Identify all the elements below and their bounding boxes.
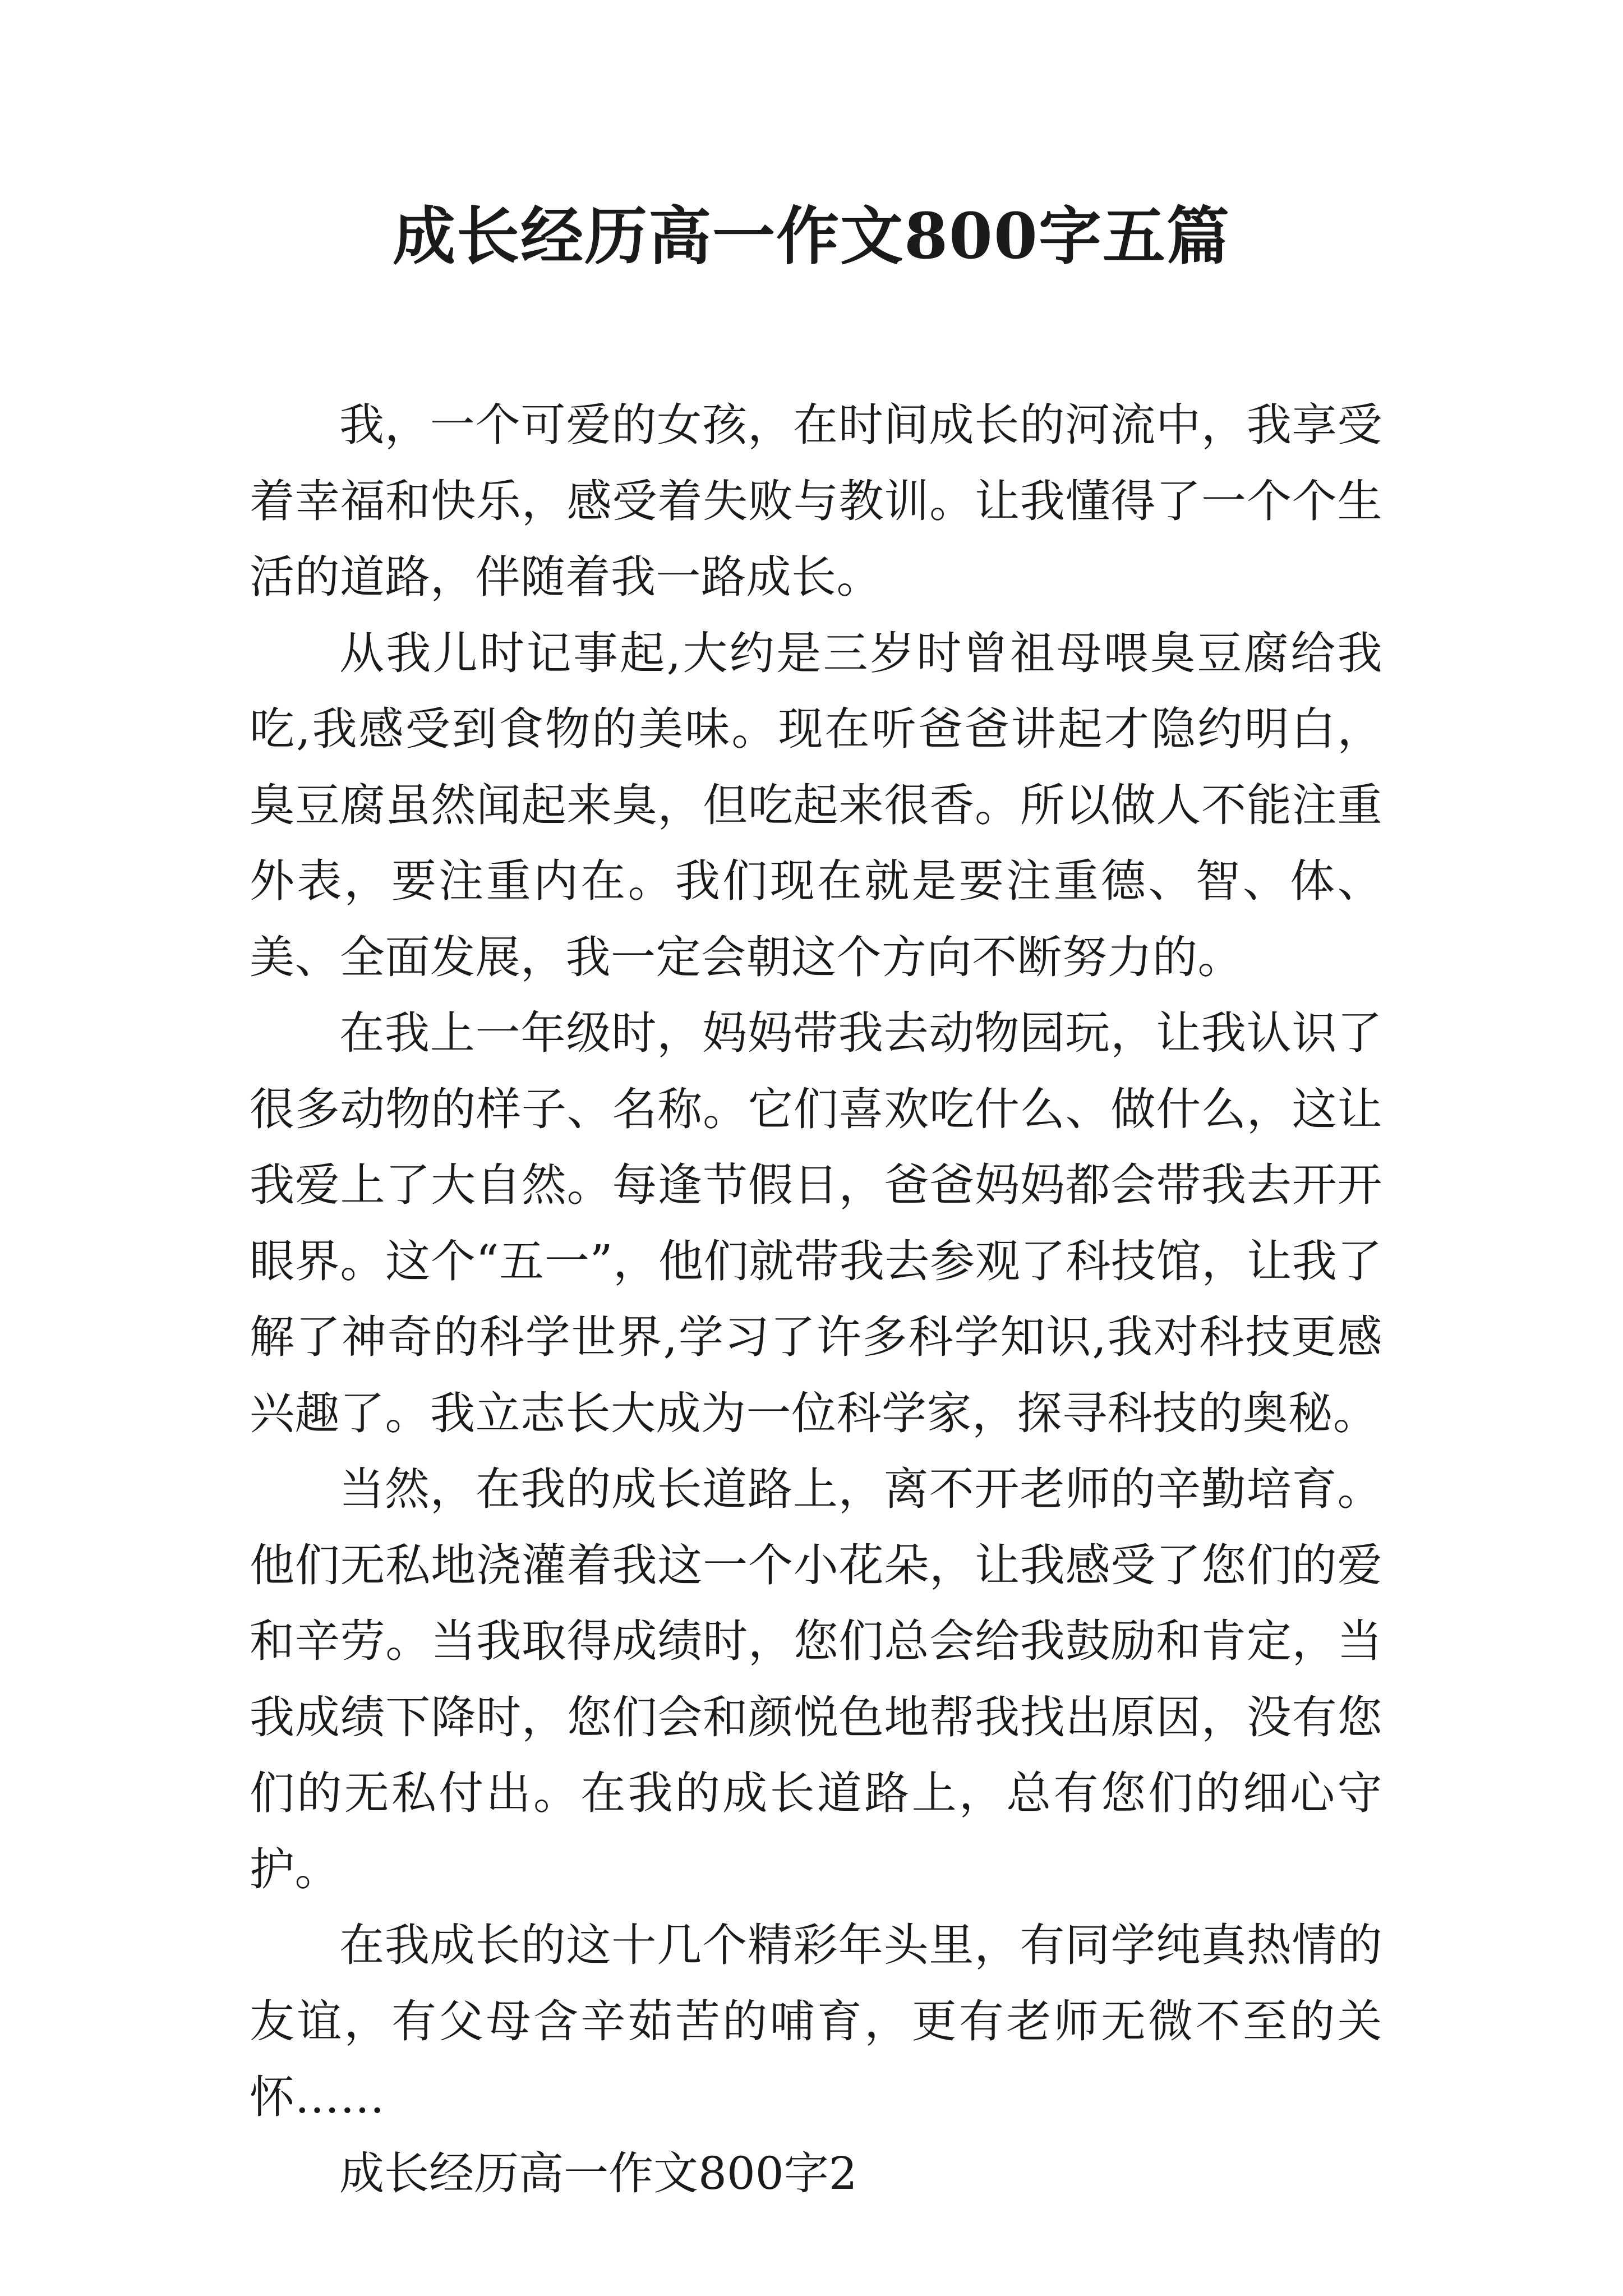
document-body xyxy=(250,387,1382,2211)
section-heading: 成长经历高一作文800字2 xyxy=(339,2147,857,2200)
paragraph-2: 从我儿时记事起,大约是三岁时曾祖母喂臭豆腐给我吃,我感受到食物的美味。现在听爸爸讲起才隐约明白，臭豆腐虽然闻起来臭，但吃起来很香。所以做人不能注重外表，要注重内在。我们现在就是要注重德、智、体、美、全面发展，我一定会朝这个方向不断努力的。 xyxy=(250,627,1382,983)
paragraph-4: 当然，在我的成长道路上，离不开老师的辛勤培育。他们无私地浇灌着我这一个小花朵，让我感受了您们的爱和辛劳。当我取得成绩时，您们总会给我鼓励和肯定，当我成绩下降时，您们会和颜悦色地帮我找出原因，没有您们的无私付出。在我的成长道路上，总有您们的细心守护。 xyxy=(250,1463,1382,1895)
paragraph-3: 在我上一年级时，妈妈带我去动物园玩，让我认识了很多动物的样子、名称。它们喜欢吃什么、做什么，这让我爱上了大自然。每逢节假日，爸爸妈妈都会带我去开开眼界。这个“五一”，他们就带我去参观了科技馆，让我了解了神奇的科学世界,学习了许多科学知识,我对科技更感兴趣了。我立志长大成为一位科学家，探寻科技的奥秘。 xyxy=(250,1007,1382,1439)
paragraph-1: 我，一个可爱的女孩，在时间成长的河流中，我享受着幸福和快乐，感受着失败与教训。让我懂得了一个个生活的道路，伴随着我一路成长。 xyxy=(250,399,1382,603)
document-title: 成长经历高一作文800字五篇 xyxy=(393,200,1230,273)
paragraph-5: 在我成长的这十几个精彩年头里，有同学纯真热情的友谊，有父母含辛茹苦的哺育，更有老师无微不至的关怀…… xyxy=(250,1919,1382,2123)
